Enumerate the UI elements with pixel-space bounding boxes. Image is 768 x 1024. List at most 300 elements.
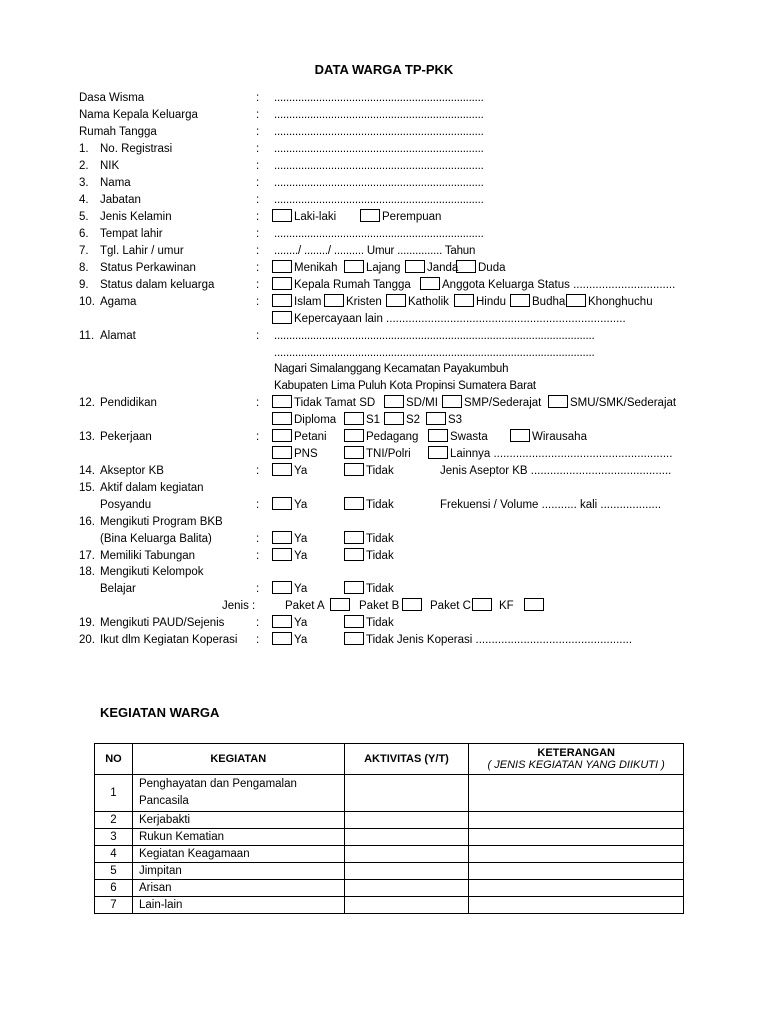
checkbox-box[interactable] [272,463,292,476]
field-label: Memiliki Tabungan [100,550,196,562]
checkbox-label: Ya [294,465,308,477]
field-label: Tgl. Lahir / umur [100,245,184,257]
checkbox-option[interactable] [344,548,394,565]
checkbox-label: Lainnya ........................................................ [450,448,673,460]
checkbox-option[interactable] [330,598,352,615]
checkbox-box[interactable] [524,598,544,611]
checkbox-label: Wirausaha [532,431,587,443]
fill-line[interactable]: Frekuensi / Volume ........... kali ................... [440,499,662,511]
checkbox-box[interactable] [272,531,292,544]
fill-line[interactable]: ........................................................................................................... [274,347,595,359]
checkbox-box[interactable] [272,311,292,324]
checkbox-box[interactable] [344,446,364,459]
checkbox-box[interactable] [272,632,292,645]
checkbox-option[interactable] [428,446,672,463]
checkbox-box[interactable] [360,209,380,222]
row-kegiatan: Jimpitan [132,863,344,880]
checkbox-option[interactable] [272,531,307,548]
checkbox-label: Tidak Jenis Koperasi ................................................. [366,634,633,646]
colon: : [256,550,260,562]
checkbox-label: Tidak [366,465,394,477]
checkbox-option[interactable] [344,260,401,277]
checkbox-label: Kristen [346,296,382,308]
checkbox-option[interactable] [472,598,494,615]
field-label: Status Perkawinan [100,262,196,274]
checkbox-label: Ya [294,499,308,511]
field-nama [0,175,768,192]
row-aktivitas-cell[interactable] [344,775,469,812]
checkbox-box[interactable] [384,395,404,408]
colon: : [256,330,260,342]
header-keterangan [469,744,684,775]
field-label: No. Registrasi [100,143,173,155]
table-row [95,846,684,863]
checkbox-label: TNI/Polri [366,448,411,460]
colon: : [256,109,260,121]
checkbox-option[interactable] [272,615,307,632]
field-number: 18. [79,566,95,578]
checkbox-option[interactable] [428,429,488,446]
row-keterangan-cell[interactable] [469,863,684,880]
checkbox-label: Islam [294,296,322,308]
table-row [95,775,684,812]
checkbox-option[interactable] [510,294,565,311]
checkbox-label: Tidak Tamat SD [294,397,376,409]
checkbox-option[interactable] [566,294,653,311]
checkbox-option[interactable] [272,463,307,480]
checkbox-option[interactable] [456,260,506,277]
checkbox-label: Duda [478,262,506,274]
field-number: 1. [79,143,89,155]
colon: : [256,279,260,291]
checkbox-option[interactable] [426,412,462,429]
checkbox-label: SMP/Sederajat [464,397,542,409]
checkbox-option[interactable] [272,260,337,277]
field-status-keluarga [0,277,768,294]
field-number: 16. [79,516,95,528]
table-row [95,812,684,829]
field-jenis-kelamin [0,209,768,226]
checkbox-option[interactable] [272,395,375,412]
field-label: Akseptor KB [100,465,164,477]
field-number: 15. [79,482,95,494]
field-number: 10. [79,296,95,308]
field-label: Status dalam keluarga [100,279,215,291]
field-number: 17. [79,550,95,562]
checkbox-option[interactable] [405,260,458,277]
field-label: Agama [100,296,137,308]
checkbox-label: Anggota Keluarga Status ................................ [442,279,676,291]
fill-line[interactable]: ...................................................................... [274,194,484,206]
field-koperasi [0,632,768,649]
checkbox-box[interactable] [442,395,462,408]
checkbox-label: Kepercayaan lain ........................................................................... [294,313,626,325]
checkbox-option[interactable] [420,277,675,294]
checkbox-option[interactable] [344,497,394,514]
fill-line[interactable]: ...................................................................... [274,126,484,138]
kegiatan-title: KEGIATAN WARGA [100,705,220,720]
checkbox-label: Tidak [366,499,394,511]
field-number: 9. [79,279,89,291]
colon: : [256,245,260,257]
checkbox-box[interactable] [405,260,425,273]
checkbox-label: Pedagang [366,431,419,443]
field-label: Ikut dlm Kegiatan Koperasi [100,634,238,646]
field-label: Aktif dalam kegiatan [100,482,204,494]
field-label: Pekerjaan [100,431,152,443]
field-number: 6. [79,228,89,240]
table-row [95,897,684,914]
checkbox-option[interactable] [442,395,541,412]
fill-line[interactable]: ...................................................................... [274,109,484,121]
field-number: 5. [79,211,89,223]
checkbox-option[interactable] [384,412,420,429]
field-label: Jabatan [100,194,141,206]
field-label: Rumah Tangga [79,126,157,138]
table-row [95,880,684,897]
checkbox-box[interactable] [428,446,448,459]
checkbox-box[interactable] [272,548,292,561]
checkbox-box[interactable] [386,294,406,307]
row-no: 3 [95,829,133,846]
checkbox-label: S2 [406,414,421,426]
row-aktivitas-cell[interactable] [344,812,469,829]
field-alamat-line2 [0,345,768,362]
colon: : [256,499,260,511]
row-no: 5 [95,863,133,880]
colon: : [256,177,260,189]
kegiatan-table [94,743,684,914]
fill-line[interactable]: ...................................................................... [274,228,484,240]
checkbox-label: Ya [294,533,308,545]
checkbox-box[interactable] [344,632,364,645]
row-aktivitas-cell[interactable] [344,897,469,914]
field-tabungan [0,548,768,565]
checkbox-option[interactable] [344,632,632,649]
checkbox-label: Tidak [366,617,394,629]
header-no: NO [95,744,133,775]
row-no: 6 [95,880,133,897]
field-number: 3. [79,177,89,189]
field-number: 2. [79,160,89,172]
field-posyandu-row2 [0,497,768,514]
checkbox-label: Ya [294,634,308,646]
checkbox-option[interactable] [324,294,382,311]
checkbox-box[interactable] [272,615,292,628]
row-keterangan-cell[interactable] [469,880,684,897]
field-label: Mengikuti PAUD/Sejenis [100,617,225,629]
checkbox-label: Ya [294,550,308,562]
field-agama [0,294,768,311]
checkbox-option[interactable] [272,311,626,328]
field-number: 7. [79,245,89,257]
field-jabatan [0,192,768,209]
checkbox-box[interactable] [426,412,446,425]
field-akseptor-kb [0,463,768,480]
row-kegiatan: Kegiatan Keagamaan [132,846,344,863]
checkbox-box[interactable] [344,429,364,442]
field-posyandu [0,480,768,497]
field-label: Mengikuti Kelompok [100,566,204,578]
checkbox-label: Menikah [294,262,338,274]
colon: : [256,194,260,206]
field-pendidikan [0,395,768,412]
checkbox-box[interactable] [272,209,292,222]
checkbox-box[interactable] [272,277,292,290]
checkbox-box[interactable] [566,294,586,307]
checkbox-label: Diploma [294,414,337,426]
checkbox-box[interactable] [272,497,292,510]
checkbox-option[interactable] [510,429,587,446]
checkbox-label: Khonghuchu [588,296,653,308]
field-dasa-wisma [0,90,768,107]
field-nama-kepala-keluarga [0,107,768,124]
checkbox-option[interactable] [272,497,307,514]
checkbox-option[interactable] [272,548,307,565]
checkbox-option[interactable] [272,581,307,598]
field-number: 12. [79,397,95,409]
field-label: Pendidikan [100,397,157,409]
fill-line[interactable]: ...................................................................... [274,143,484,155]
checkbox-label: SD/MI [406,397,438,409]
form-title: DATA WARGA TP-PKK [314,62,454,77]
row-kegiatan: Rukun Kematian [132,829,344,846]
row-aktivitas-cell[interactable] [344,863,469,880]
checkbox-label: Laki-laki [294,211,337,223]
checkbox-option[interactable] [272,412,336,429]
colon: : [256,143,260,155]
field-label: NIK [100,160,120,172]
row-keterangan-cell[interactable] [469,812,684,829]
row-no: 4 [95,846,133,863]
colon: : [256,533,260,545]
row-no: 1 [95,775,133,812]
field-pendidikan-row2 [0,412,768,429]
checkbox-option[interactable] [272,632,307,649]
checkbox-box[interactable] [548,395,568,408]
field-bkb [0,514,768,531]
paket-label: Paket B [359,600,400,612]
checkbox-option[interactable] [386,294,449,311]
checkbox-option[interactable] [272,429,327,446]
fill-line[interactable]: ...................................................................... [274,160,484,172]
checkbox-box[interactable] [454,294,474,307]
field-number: 8. [79,262,89,274]
checkbox-box[interactable] [456,260,476,273]
fill-line[interactable]: ........................................................................................................... [274,330,595,342]
row-keterangan-cell[interactable] [469,846,684,863]
field-alamat [0,328,768,345]
field-label: Nama [100,177,131,189]
header-keterangan-label: KETERANGAN [537,747,615,759]
fill-line[interactable]: ...................................................................... [274,92,484,104]
field-number: 19. [79,617,95,629]
checkbox-label: Ya [294,617,308,629]
checkbox-option[interactable] [272,446,318,463]
row-kegiatan-line: Pancasila [138,795,189,807]
field-agama-lain [0,311,768,328]
fill-line[interactable]: ......../ ......../ .......... Umur ............... Tahun [274,245,476,257]
field-number: 11. [79,330,95,342]
checkbox-option[interactable] [272,277,411,294]
field-bkb-row2 [0,531,768,548]
checkbox-option[interactable] [454,294,506,311]
fill-line[interactable]: Jenis Aseptor KB ............................................ [440,465,672,477]
colon: : [256,92,260,104]
checkbox-label: Swasta [450,431,488,443]
checkbox-option[interactable] [524,598,546,615]
field-label: Mengikuti Program BKB [100,516,223,528]
header-kegiatan: KEGIATAN [132,744,344,775]
checkbox-box[interactable] [344,531,364,544]
checkbox-option[interactable] [344,615,394,632]
field-kelompok-belajar [0,564,768,581]
checkbox-box[interactable] [272,412,292,425]
checkbox-box[interactable] [510,429,530,442]
row-keterangan-cell[interactable] [469,897,684,914]
row-aktivitas-cell[interactable] [344,880,469,897]
row-kegiatan: Arisan [132,880,344,897]
row-kegiatan: Kerjabakti [132,812,344,829]
jenis-label: Jenis : [222,600,256,612]
checkbox-label: S3 [448,414,463,426]
row-no: 2 [95,812,133,829]
field-number: 20. [79,634,95,646]
colon: : [256,296,260,308]
checkbox-option[interactable] [344,429,418,446]
checkbox-box[interactable] [272,294,292,307]
checkbox-option[interactable] [344,531,394,548]
checkbox-option[interactable] [272,294,321,311]
checkbox-box[interactable] [428,429,448,442]
checkbox-label: Tidak [366,583,394,595]
colon: : [256,465,260,477]
field-pekerjaan [0,429,768,446]
field-pekerjaan-row2 [0,446,768,463]
checkbox-label: PNS [294,448,318,460]
field-alamat-line3 [0,361,768,378]
field-alamat-line4 [0,378,768,395]
checkbox-box[interactable] [344,548,364,561]
checkbox-label: Petani [294,431,327,443]
field-nik [0,158,768,175]
checkbox-label: Budha [532,296,566,308]
checkbox-box[interactable] [402,598,422,611]
checkbox-box[interactable] [272,260,292,273]
field-number: 14. [79,465,95,477]
field-rumah-tangga [0,124,768,141]
field-no-registrasi [0,141,768,158]
checkbox-option[interactable] [360,209,441,226]
field-kelompok-belajar-row2 [0,581,768,598]
field-number: 4. [79,194,89,206]
field-status-perkawinan [0,260,768,277]
field-label: (Bina Keluarga Balita) [100,533,212,545]
row-aktivitas-cell[interactable] [344,846,469,863]
paket-label: KF [499,600,514,612]
row-aktivitas-cell[interactable] [344,829,469,846]
checkbox-box[interactable] [272,395,292,408]
checkbox-label: Hindu [476,296,507,308]
checkbox-option[interactable] [402,598,424,615]
checkbox-label: Kepala Rumah Tangga [294,279,411,291]
checkbox-option[interactable] [344,446,411,463]
row-keterangan-cell[interactable] [469,775,684,812]
table-row [95,863,684,880]
checkbox-option[interactable] [344,412,380,429]
checkbox-option[interactable] [548,395,676,412]
checkbox-label: SMU/SMK/Sederajat [570,397,677,409]
colon: : [256,160,260,172]
field-label: Alamat [100,330,136,342]
checkbox-box[interactable] [330,598,350,611]
fill-line[interactable]: ...................................................................... [274,177,484,189]
checkbox-box[interactable] [344,497,364,510]
field-tempat-lahir [0,226,768,243]
row-kegiatan: Lain-lain [132,897,344,914]
checkbox-box[interactable] [344,260,364,273]
address-text: Kabupaten Lima Puluh Kota Propinsi Sumatera Barat [274,380,536,392]
checkbox-box[interactable] [510,294,530,307]
checkbox-option[interactable] [344,463,394,480]
checkbox-label: Perempuan [382,211,442,223]
field-label: Nama Kepala Keluarga [79,109,198,121]
field-label: Posyandu [100,499,152,511]
checkbox-box[interactable] [344,463,364,476]
checkbox-option[interactable] [384,395,438,412]
checkbox-box[interactable] [344,615,364,628]
checkbox-box[interactable] [420,277,440,290]
field-kelompok-jenis [0,598,768,615]
checkbox-label: Katholik [408,296,449,308]
checkbox-box[interactable] [324,294,344,307]
colon: : [256,228,260,240]
checkbox-box[interactable] [472,598,492,611]
checkbox-box[interactable] [344,412,364,425]
checkbox-label: Tidak [366,550,394,562]
field-paud [0,615,768,632]
checkbox-label: S1 [366,414,381,426]
colon: : [256,126,260,138]
header-keterangan-sub: ( JENIS KEGIATAN YANG DIIKUTI ) [487,759,665,771]
colon: : [256,397,260,409]
checkbox-label: Janda [427,262,459,274]
checkbox-box[interactable] [344,581,364,594]
paket-label: Paket C [430,600,471,612]
paket-label: Paket A [285,600,325,612]
colon: : [256,211,260,223]
checkbox-label: Ya [294,583,308,595]
checkbox-option[interactable] [272,209,336,226]
table-row [95,829,684,846]
checkbox-box[interactable] [272,429,292,442]
checkbox-box[interactable] [272,581,292,594]
row-keterangan-cell[interactable] [469,829,684,846]
colon: : [256,634,260,646]
field-label: Dasa Wisma [79,92,145,104]
checkbox-box[interactable] [272,446,292,459]
table-header-row [95,744,684,775]
row-kegiatan-line: Penghayatan dan Pengamalan [138,778,297,790]
colon: : [256,262,260,274]
field-tgl-lahir [0,243,768,260]
checkbox-box[interactable] [384,412,404,425]
header-aktivitas: AKTIVITAS (Y/T) [344,744,469,775]
field-label: Jenis Kelamin [100,211,172,223]
field-number: 13. [79,431,95,443]
colon: : [256,431,260,443]
checkbox-option[interactable] [344,581,394,598]
